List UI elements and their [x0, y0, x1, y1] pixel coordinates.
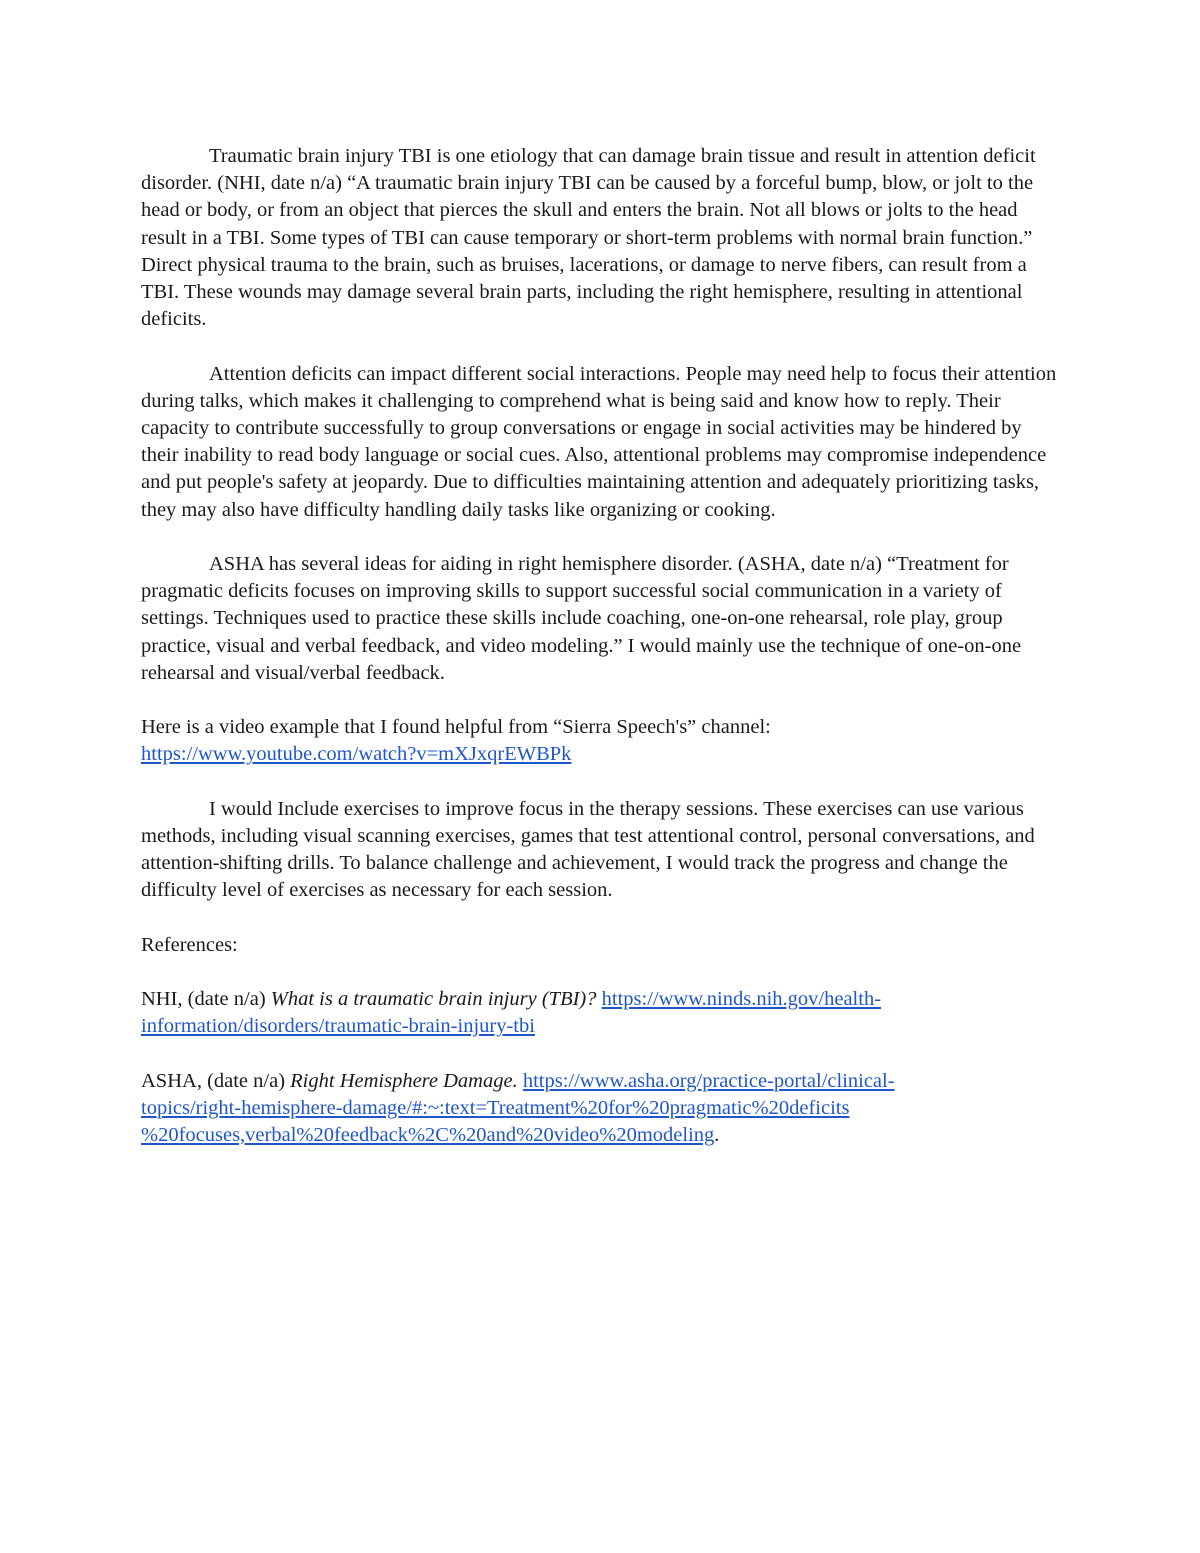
paragraph-asha-treatment: ASHA has several ideas for aiding in right hemisphere disorder. (ASHA, date n/a) “Treatment for pragmatic deficits focuses on improving skills to support successful social communication in a variety of settings. Techniques used to practice these skills include coaching, one-on-one rehearsal, role play, group practice, visual and verbal feedback, and video modeling.” I would mainly use the technique of one-on-one rehearsal and visual/verbal feedback.: [141, 553, 1022, 684]
reference-asha-prefix: ASHA, (date n/a): [141, 1069, 291, 1092]
reference-asha-suffix: .: [714, 1124, 720, 1147]
paragraph-video-example: [141, 714, 1061, 768]
reference-nhi-prefix: NHI, (date n/a): [141, 988, 271, 1011]
reference-asha-title: Right Hemisphere Damage.: [290, 1069, 518, 1092]
video-link[interactable]: https://www.youtube.com/watch?v=mXJxqrEWBPk: [141, 743, 572, 766]
reference-nhi-link-line1: https://www.ninds.nih.gov/health-: [601, 988, 882, 1011]
video-intro-text: Here is a video example that I found helpful from “Sierra Speech's” channel:: [141, 716, 771, 739]
paragraph-tbi: Traumatic brain injury TBI is one etiology that can damage brain tissue and result in attention deficit disorder. (NHI, date n/a) “A traumatic brain injury TBI can be caused by a forceful bump, blow, or jolt to the head or body, or from an object that pierces the skull and enters the brain. Not all blows or jolts to the head result in a TBI. Some types of TBI can cause temporary or short-term problems with normal brain function.” Direct physical trauma to the brain, such as bruises, lacerations, or damage to nerve fibers, can result from a TBI. These wounds may damage several brain parts, including the right hemisphere, resulting in attentional deficits.: [141, 145, 1036, 331]
document-page: [141, 143, 1061, 1177]
reference-nhi-title: What is a traumatic brain injury (TBI)?: [270, 988, 597, 1011]
references-heading: References:: [141, 933, 238, 956]
reference-nhi-link-line2: information/disorders/traumatic-brain-injury-tbi: [141, 1015, 535, 1038]
paragraph-exercises: I would Include exercises to improve focus in the therapy sessions. These exercises can use various methods, including visual scanning exercises, games that test attentional control, personal conversations, and attention-shifting drills. To balance challenge and achievement, I would track the progress and change the difficulty level of exercises as necessary for each session.: [141, 797, 1035, 902]
paragraph-attention-deficits: Attention deficits can impact different social interactions. People may need help to focus their attention during talks, which makes it challenging to comprehend what is being said and know how to reply. Their capacity to contribute successfully to group conversations or engage in social activities may be hindered by their inability to read body language or social cues. Also, attentional problems may compromise independence and put people's safety at jeopardy. Due to difficulties maintaining attention and adequately prioritizing tasks, they may also have difficulty handling daily tasks like organizing or cooking.: [141, 362, 1057, 521]
reference-asha: [141, 1068, 1061, 1150]
reference-nhi: [141, 986, 1061, 1040]
reference-asha-link-line3: %20focuses,verbal%20feedback%2C%20and%20video%20modeling: [141, 1124, 715, 1147]
reference-asha-link-line2: topics/right-hemisphere-damage/#:~:text=Treatment%20for%20pragmatic%20deficits: [141, 1097, 850, 1119]
reference-asha-link-line1: https://www.asha.org/practice-portal/clinical-: [522, 1069, 895, 1092]
